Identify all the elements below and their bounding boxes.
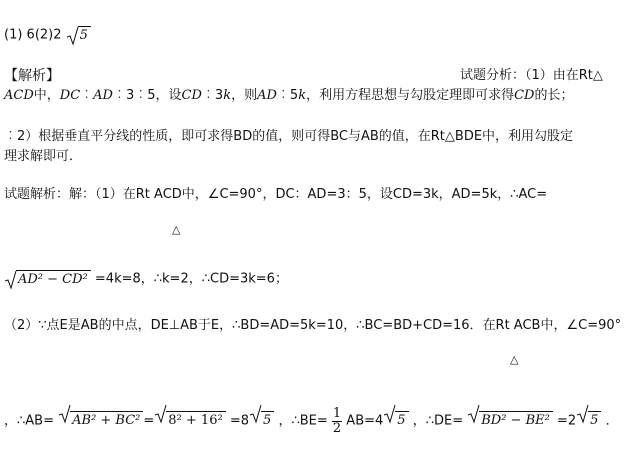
final-line: ，∴AB= AB² + BC² = 8² + 16² =8 5 ，∴BE= $\frac{1}{2}$ AB=4 5 ，∴DE= BD² − BE² =2 5 ． [4, 404, 619, 439]
sqrt-8-16: 8² + 16² [154, 404, 225, 438]
answer-text: (1) 6(2)2 [4, 27, 62, 43]
part2-solution: （2）∵点E是AB的中点，DE⊥AB于E，∴BD=AD=5k=10，∴BC=BD+CD=16．在Rt ACB中，∠C=90° [4, 318, 622, 333]
calc-line-1: AD² − CD² =4k=8，∴k=2，∴CD=3k=6； [4, 270, 288, 288]
analysis-title: 【解析】 [4, 68, 60, 84]
sqrt-5: 5 [249, 404, 274, 438]
part2-analysis-line1: ︰2）根据垂直平分线的性质，即可求得BD的值，则可得BC与AB的值，在Rt△BDE中，利用勾股定 [4, 129, 574, 144]
triangle-symbol-2: △ [510, 353, 519, 366]
triangle-symbol: △ [172, 223, 181, 236]
sqrt-5: 5 [576, 404, 601, 438]
sqrt-bd-be: BD² − BE² [467, 404, 553, 438]
analysis-intro: 试题分析：（1）由在Rt△ [460, 68, 603, 83]
solution-line: 试题解析：解：（1）在Rt ACD中，∠C=90°，DC：AD=3：5，设CD=3k，AD=5k，∴AC= [4, 187, 548, 202]
part2-analysis-line2: 理求解即可． [4, 149, 83, 164]
analysis-line2: ACD中，DC︰AD︰3︰5，设CD︰3k，则AD︰5k，利用方程思想与勾股定理即可求得CD的长； [4, 88, 574, 103]
sqrt-5: 5 [383, 404, 408, 438]
fraction-one-half: $\frac{1}{2}$ [332, 405, 342, 436]
sqrt-ad-cd: AD² − CD² [4, 270, 91, 288]
answer-line [4, 26, 91, 44]
sqrt-ab-bc: AB² + BC² [58, 404, 143, 438]
sqrt-5: 5 [66, 26, 91, 44]
